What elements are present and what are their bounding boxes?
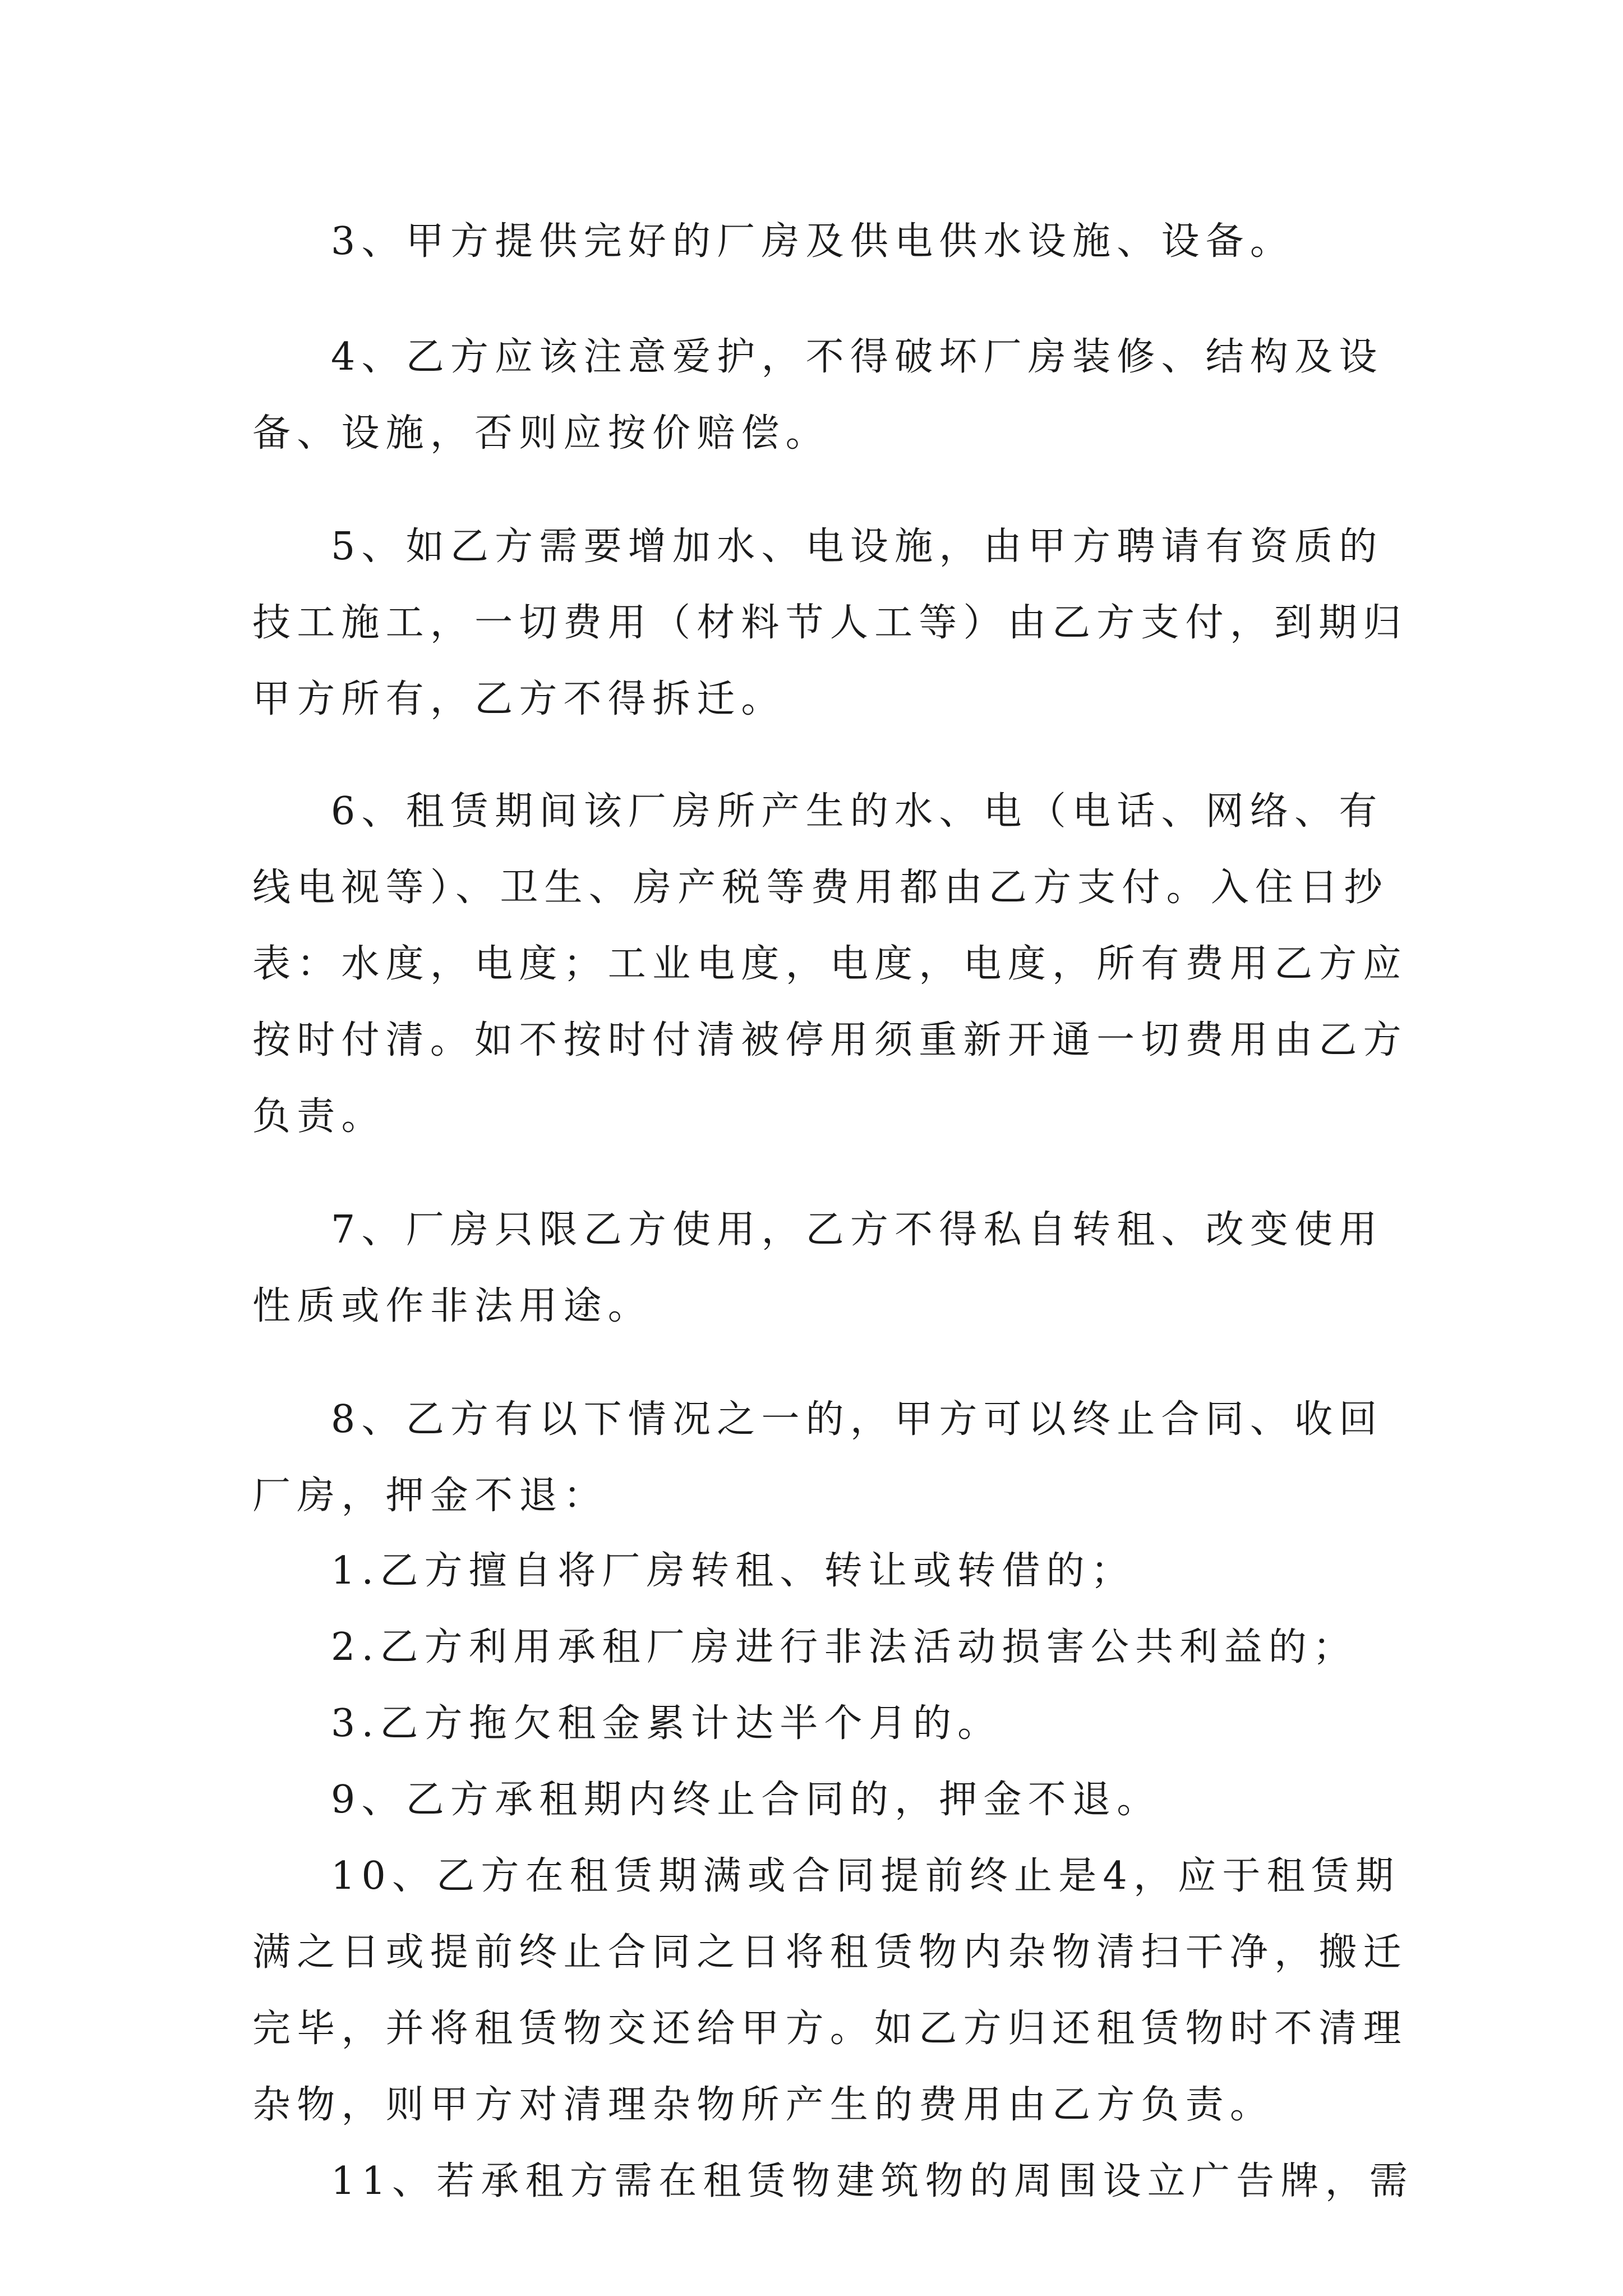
clause-6-line-2: 线电视等）、卫生、房产税等费用都由乙方支付。入住日抄 bbox=[252, 866, 1389, 910]
clause-6-line-1: 6、租赁期间该厂房所产生的水、电（电话、网络、有 bbox=[331, 789, 1384, 834]
clause-10-line-4: 杂物，则甲方对清理杂物所产生的费用由乙方负责。 bbox=[252, 2083, 1275, 2127]
clause-10-line-2: 满之日或提前终止合同之日将租赁物内杂物清扫干净，搬迁 bbox=[252, 1930, 1408, 1975]
clause-8-line-1: 8、乙方有以下情况之一的，甲方可以终止合同、收回 bbox=[331, 1397, 1384, 1442]
clause-8-item-2: 2.乙方利用承租厂房进行非法活动损害公共利益的； bbox=[331, 1625, 1358, 1669]
clause-8-line-2: 厂房，押金不退： bbox=[252, 1474, 608, 1518]
clause-6-line-4: 按时付清。如不按时付清被停用须重新开通一切费用由乙方 bbox=[252, 1018, 1408, 1062]
clause-4-line-2: 备、设施，否则应按价赔偿。 bbox=[252, 411, 830, 455]
clause-10-line-3: 完毕，并将租赁物交还给甲方。如乙方归还租赁物时不清理 bbox=[252, 2007, 1408, 2051]
clause-5-line-2: 技工施工，一切费用（材料节人工等）由乙方支付，到期归 bbox=[252, 601, 1408, 645]
clause-11-line-1: 11、若承租方需在租赁物建筑物的周围设立广告牌，需 bbox=[331, 2159, 1414, 2203]
clause-5-line-1: 5、如乙方需要增加水、电设施，由甲方聘请有资质的 bbox=[331, 524, 1384, 569]
clause-10-line-1: 10、乙方在租赁期满或合同提前终止是4，应于租赁期 bbox=[331, 1854, 1400, 1898]
clause-8-item-1: 1.乙方擅自将厂房转租、转让或转借的； bbox=[331, 1549, 1136, 1593]
clause-3-line-1: 3、甲方提供完好的厂房及供电供水设施、设备。 bbox=[331, 219, 1295, 264]
clause-5-line-3: 甲方所有，乙方不得拆迁。 bbox=[252, 677, 786, 721]
clause-4-line-1: 4、乙方应该注意爱护，不得破坏厂房装修、结构及设 bbox=[331, 335, 1384, 379]
clause-6-line-3: 表：水度，电度；工业电度，电度，电度，所有费用乙方应 bbox=[252, 942, 1408, 986]
clause-6-line-5: 负责。 bbox=[252, 1094, 386, 1139]
clause-9-line-1: 9、乙方承租期内终止合同的，押金不退。 bbox=[331, 1778, 1161, 1822]
clause-7-line-2: 性质或作非法用途。 bbox=[252, 1284, 652, 1328]
clause-8-item-3: 3.乙方拖欠租金累计达半个月的。 bbox=[331, 1701, 1002, 1746]
clause-7-line-1: 7、厂房只限乙方使用，乙方不得私自转租、改变使用 bbox=[331, 1208, 1384, 1252]
